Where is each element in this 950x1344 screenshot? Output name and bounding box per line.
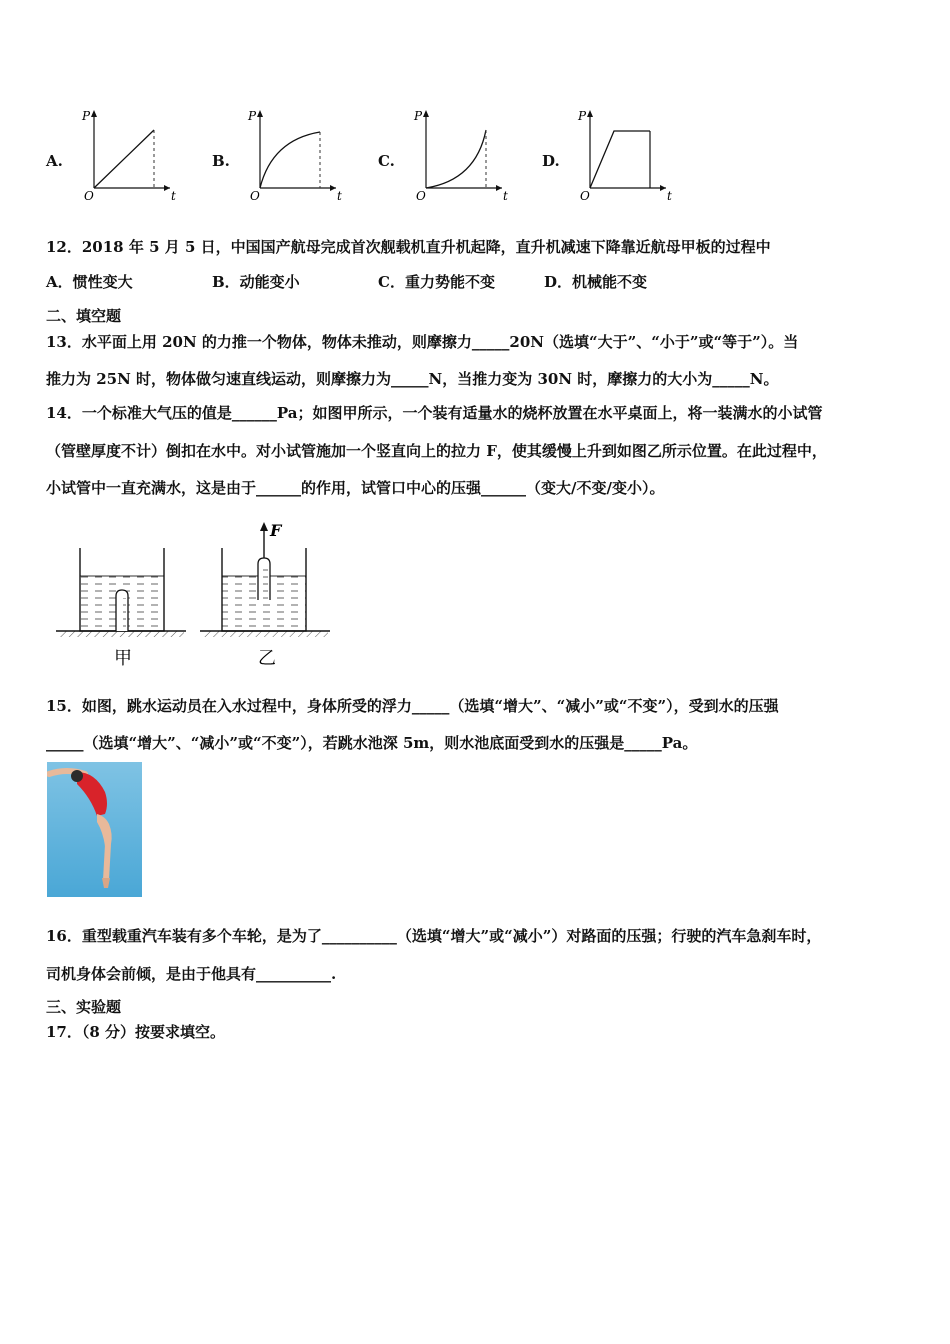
caption-yi: 乙 (258, 648, 276, 668)
section-title-fill-in: 二、填空题 (46, 307, 122, 325)
q12-option-a: A．惯性变大 (46, 273, 133, 291)
graph-b-origin: O (250, 189, 260, 203)
graph-c-p-arrow (423, 110, 429, 117)
q12-option-c: C．重力势能不变 (378, 273, 495, 291)
q12-stem: 12．2018 年 5 月 5 日，中国国产航母完成首次舰载机直升机起降，直升机减速下降靠近航母甲板的过程中 (46, 238, 771, 256)
beaker-right (200, 521, 330, 668)
graph-d-p-arrow (587, 110, 593, 117)
force-label: F (270, 521, 282, 540)
q12-option-d: D．机械能不变 (544, 273, 648, 291)
beaker-left (56, 548, 186, 668)
q14-line3: 小试管中一直充满水，这是由于______的作用，试管口中心的压强______（变大/不变/变小）。 (46, 479, 665, 497)
q12-option-b: B．动能变小 (212, 273, 300, 291)
graph-a-t-label: t (171, 189, 176, 203)
option-a-label: A. (46, 152, 63, 170)
q16-line2: 司机身体会前倾，是由于他具有__________. (46, 965, 337, 983)
graph-b-p-label: P (248, 109, 257, 123)
graph-d-t-arrow (660, 185, 666, 191)
graph-d-p-label: P (578, 109, 587, 123)
q14-figure (52, 518, 342, 668)
section-title-experiment: 三、实验题 (46, 998, 122, 1016)
graph-c-t-arrow (496, 185, 502, 191)
option-b-label: B. (212, 152, 230, 170)
tube-water-left (118, 598, 126, 630)
caption-jia: 甲 (114, 648, 132, 668)
graph-c-t-label: t (503, 189, 508, 203)
graph-d-curve (590, 131, 650, 188)
tube-water-right (260, 566, 268, 599)
q15-line2: _____（选填“增大”、“减小”或“不变”），若跳水池深 5m，则水池底面受到水的压强是_____Pa。 (46, 734, 698, 752)
graph-a-p-arrow (91, 110, 97, 117)
graph-a (74, 104, 184, 204)
graph-a-origin: O (84, 189, 94, 203)
q14-line2: （管壁厚度不计）倒扣在水中。对小试管施加一个竖直向上的拉力 F，使其缓慢上升到如图乙所示位置。在此过程中， (46, 442, 827, 460)
graph-c-p-label: P (414, 109, 423, 123)
q13-line2: 推力为 25N 时，物体做匀速直线运动，则摩擦力为_____N，当推力变为 30N 时，摩擦力的大小为_____N。 (46, 370, 779, 388)
diver-photo (47, 762, 142, 897)
graph-a-p-label: P (82, 109, 91, 123)
option-d-label: D. (542, 152, 560, 170)
graph-b-t-arrow (330, 185, 336, 191)
option-c-label: C. (378, 152, 395, 170)
table-hatch-left (58, 631, 184, 637)
graph-b (240, 104, 350, 204)
graph-c-curve (426, 130, 486, 188)
graph-b-t-label: t (337, 189, 342, 203)
diver-head (71, 770, 83, 782)
table-hatch-right (202, 631, 328, 637)
force-arrow-head (260, 522, 268, 531)
q13-line1: 13．水平面上用 20N 的力推一个物体，物体未推动，则摩擦力_____20N（选填“大于”、“小于”或“等于”）。当 (46, 333, 799, 351)
graph-b-curve (260, 132, 320, 188)
graph-d-origin: O (580, 189, 590, 203)
graph-c (406, 104, 516, 204)
graph-a-t-arrow (164, 185, 170, 191)
graph-d (570, 104, 680, 204)
graph-c-origin: O (416, 189, 426, 203)
q17-stem: 17．（8 分）按要求填空。 (46, 1023, 226, 1041)
q14-line1: 14．一个标准大气压的值是______Pa；如图甲所示，一个装有适量水的烧杯放置在水平桌面上，将一装满水的小试管 (46, 404, 823, 422)
graph-d-t-label: t (667, 189, 672, 203)
graph-b-p-arrow (257, 110, 263, 117)
q16-line1: 16．重型载重汽车装有多个车轮，是为了__________（选填“增大”或“减小”）对路面的压强；行驶的汽车急刹车时， (46, 927, 822, 945)
graph-a-curve (94, 130, 154, 188)
q15-line1: 15．如图，跳水运动员在入水过程中，身体所受的浮力_____（选填“增大”、“减小”或“不变”），受到水的压强 (46, 697, 779, 715)
